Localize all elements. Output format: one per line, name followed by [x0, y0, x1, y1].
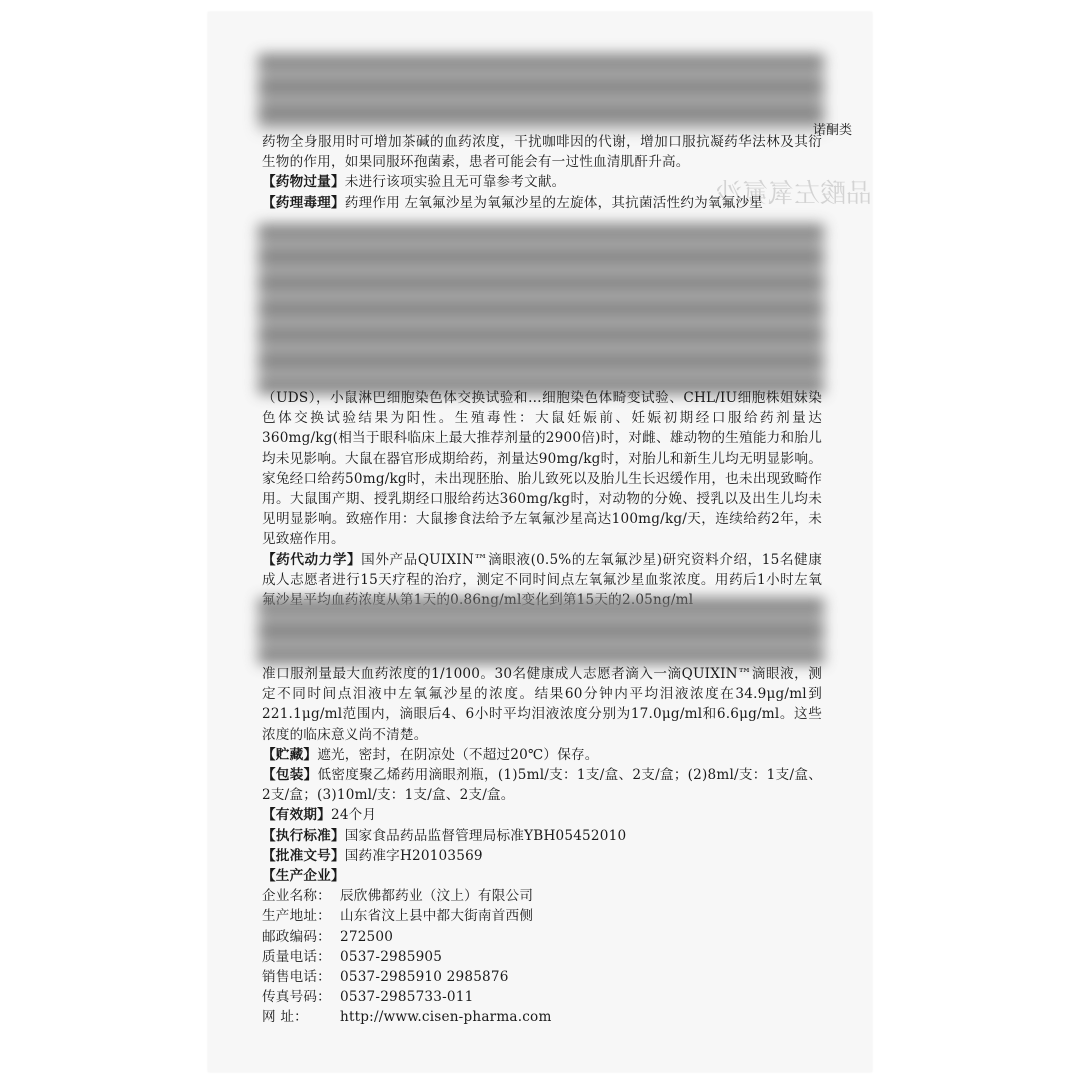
sales-phone-value: 0537-2985910 2985876	[340, 969, 509, 986]
address-key: 生产地址：	[262, 908, 331, 925]
intro-paragraph	[262, 132, 822, 213]
manufacturer-row	[262, 987, 822, 1007]
company-name-key: 企业名称：	[262, 888, 331, 905]
storage-label: 【贮藏】	[262, 746, 318, 763]
quality-phone-key: 质量电话：	[262, 948, 331, 965]
bleed-through-text: 品酸左氧氟沙	[715, 179, 872, 209]
standard-label: 【执行标准】	[262, 827, 345, 844]
approval-text: 国药准字H20103569	[344, 847, 483, 864]
standard-text: 国家食品药品监督管理局标准YBH05452010	[344, 827, 627, 844]
toxicology-text: （UDS），小鼠淋巴细胞染色体交换试验和…细胞染色体畸变试验、CHL/IU细胞株姐妹染色体交换试验结果为阳性。生殖毒性：大鼠妊娠前、妊娠初期经口服给药剂量达360mg/kg(相当于眼科临床上最大推荐剂量的2900倍)时，对雌、雄动物的生殖能力和胎儿均未见影响。大鼠在器官形成期给药，剂量达90mg/kg时，对胎儿和新生儿均无明显影响。家兔经口给药50mg/kg时，未出现胚胎、胎儿致死以及胎儿生长迟缓作用，也未出现致畸作用。大鼠围产期、授乳期经口服给药达360mg/kg时，对动物的分娩、授乳以及出生儿均未见明显影响。致癌作用：大鼠掺食法给予左氧氟沙星高达100mg/kg/天，连续给药2年，未见致癌作用。	[262, 390, 822, 548]
package-text: 低密度聚乙烯药用滴眼剂瓶，(1)5ml/支：1支/盒、2支/盒；(2)8ml/支：1支/盒、2支/盒；(3)10ml/支：1支/盒、2支/盒。	[262, 767, 822, 804]
pk-text: 国外产品QUIXIN™滴眼液(0.5%的左氧氟沙星)研究资料介绍，15名健康成人志愿者进行15天疗程的治疗，测定不同时间点左氧氟沙星血浆浓度。用药后1小时左氧	[262, 551, 822, 588]
pharm-tox-text: 药理作用 左氧氟沙星为氧氟沙星的左旋体，其抗菌活性约为氧氟沙星	[344, 194, 764, 211]
pk-continued-paragraph	[262, 664, 822, 1028]
overdose-text: 未进行该项实验且无可靠参考文献。	[344, 174, 566, 191]
toxicology-paragraph	[262, 388, 822, 610]
manufacturer-row	[262, 886, 822, 906]
storage-text: 遮光，密封，在阴凉处（不超过20℃）保存。	[317, 746, 599, 763]
leaflet-sheet	[208, 12, 872, 1072]
validity-text: 24个月	[330, 807, 377, 824]
pharm-tox-label: 【药理毒理】	[262, 194, 345, 211]
validity-label: 【有效期】	[262, 807, 331, 824]
postcode-value: 272500	[340, 928, 394, 945]
sales-phone-key: 销售电话：	[262, 969, 331, 986]
manufacturer-row	[262, 947, 822, 967]
manufacturer-row	[262, 967, 822, 987]
intro-text: 药物全身服用时可增加茶碱的血药浓度，干扰咖啡因的代谢，增加口服抗凝药华法林及其衍生物的作用，如果同服环孢菌素，患者可能会有一过性血清肌酐升高。	[262, 134, 822, 171]
website-key: 网 址：	[262, 1009, 308, 1026]
pk-continued-text: 准口服剂量最大血药浓度的1/1000。30名健康成人志愿者滴入一滴QUIXIN™滴眼液，测定不同时间点泪液中左氧氟沙星的浓度。结果60分钟内平均泪液浓度在34.9μg/ml到221.1μg/ml范围内，滴眼后4、6小时平均泪液浓度分别为17.0μg/ml和6.6μg/ml。这些浓度的临床意义尚不清楚。	[262, 666, 822, 743]
approval-label: 【批准文号】	[262, 847, 345, 864]
quality-phone-value: 0537-2985905	[340, 948, 443, 965]
company-name-value: 辰欣佛都药业（汶上）有限公司	[340, 888, 534, 905]
overdose-label: 【药物过量】	[262, 174, 345, 191]
blurred-region-top	[258, 54, 824, 130]
postcode-key: 邮政编码：	[262, 928, 331, 945]
package-label: 【包装】	[262, 767, 318, 784]
address-value: 山东省汶上县中都大街南首西侧	[340, 908, 534, 925]
top-fragment: 诺酮类	[812, 123, 852, 138]
manufacturer-row	[262, 927, 822, 947]
fax-key: 传真号码：	[262, 989, 331, 1006]
manufacturer-row	[262, 1007, 822, 1027]
pk-label: 【药代动力学】	[262, 551, 362, 568]
website-value: http://www.cisen-pharma.com	[340, 1009, 552, 1026]
blurred-region-middle	[258, 224, 824, 394]
manufacturer-label: 【生产企业】	[262, 868, 345, 885]
blurred-region-lower	[258, 598, 824, 664]
manufacturer-row	[262, 906, 822, 926]
fax-value: 0537-2985733-011	[340, 989, 474, 1006]
